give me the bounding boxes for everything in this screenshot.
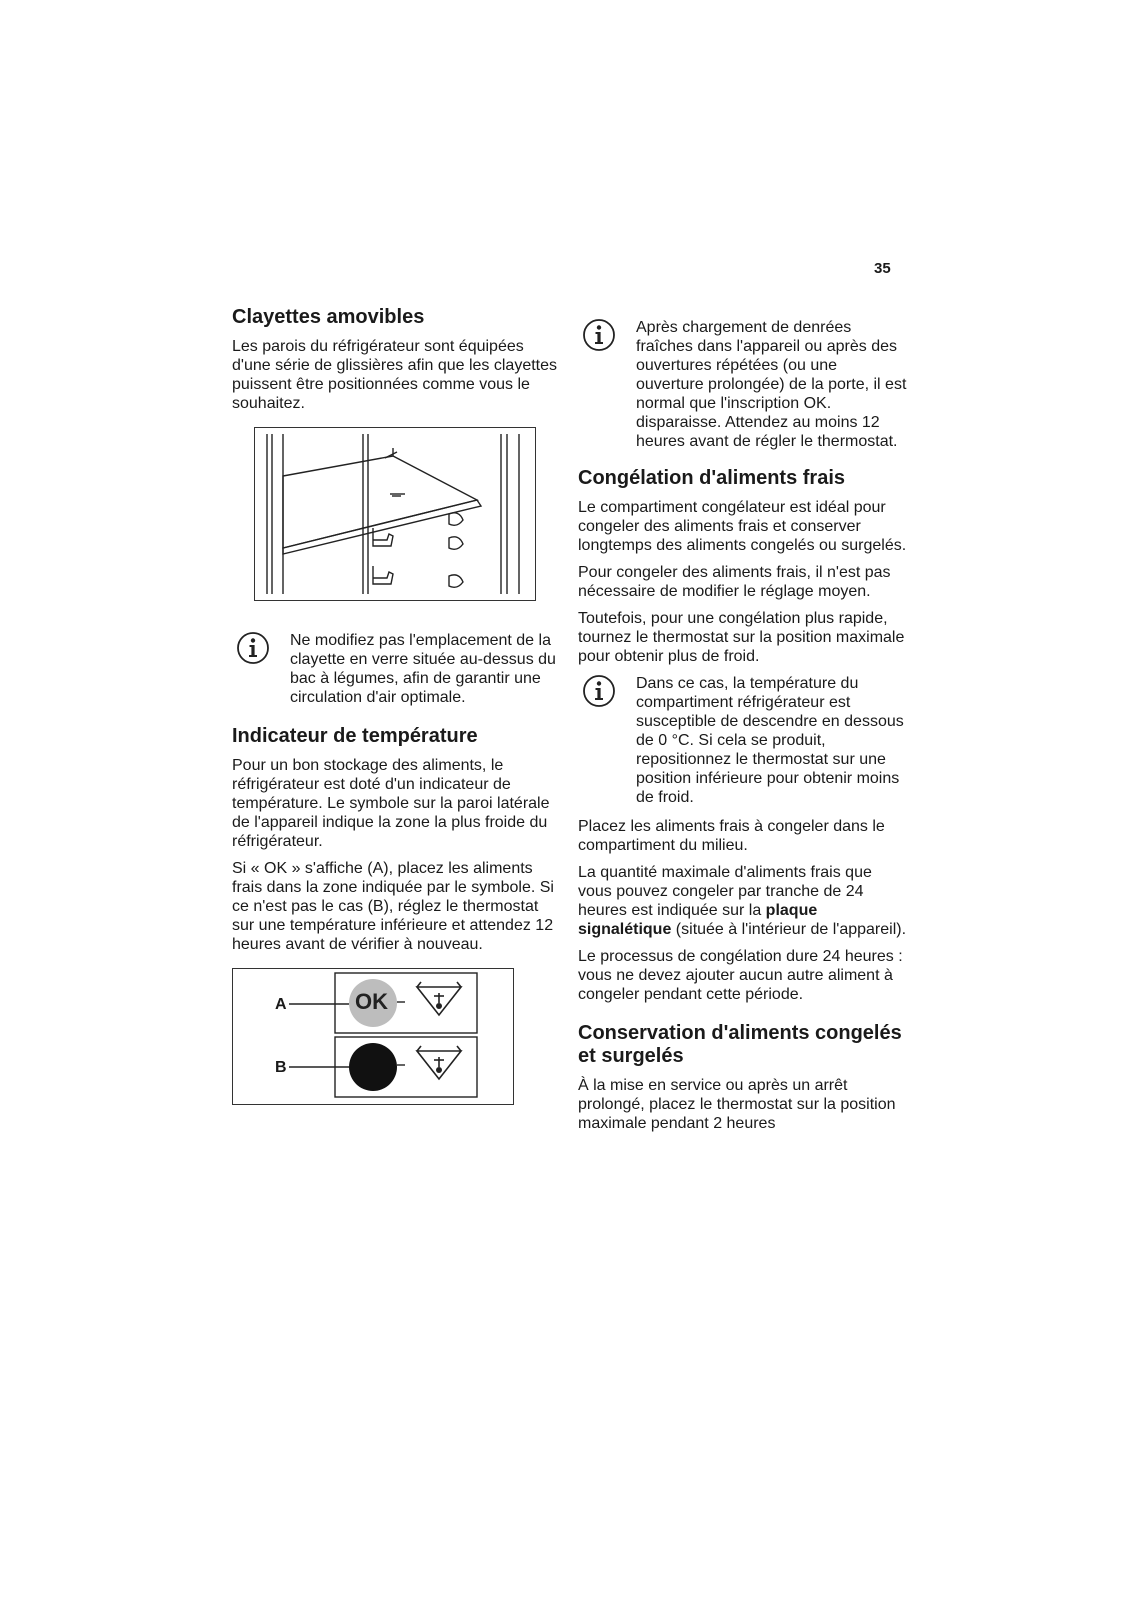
page-number: 35 [874,260,891,277]
label-b: B [275,1059,287,1076]
cold-zone-symbol-a [417,982,461,1015]
paragraph: Les parois du réfrigérateur sont équipées d'une série de glissières afin que les clayettes puissent être positionnées comme vous le souhaitez. [232,338,558,412]
left-column [232,306,562,1127]
shelf-illustration [254,427,536,601]
paragraph: Le processus de congélation dure 24 heures : vous ne devez ajouter aucun autre aliment à congeler pendant cette période. [578,948,903,1003]
paragraph: Pour congeler des aliments frais, il n'est pas nécessaire de modifier le réglage moyen. [578,564,891,600]
info-text: Après chargement de denrées fraîches dans l'appareil ou après des ouvertures répétées (ou une ouverture prolongée) de la porte, il est normal que l'inscription OK. disparaisse. Attendez au moins 12 heures avant de régler le thermostat. [636,319,907,450]
paragraph: Pour un bon stockage des aliments, le réfrigérateur est doté d'un indicateur de température. Le symbole sur la paroi latérale de l'appareil indique la zone la plus froide du réfrigérateur. [232,757,550,850]
right-column [578,318,908,1141]
info-note-shelf [232,631,562,707]
paragraph: Placez les aliments frais à congeler dans le compartiment du milieu. [578,818,885,854]
section-title-frozen-storage: Conservation d'aliments congelés et surgelés [578,1022,902,1067]
cold-zone-symbol-b [417,1046,461,1079]
bold-text: plaque signalétique [578,902,818,938]
text-span: (située à l'intérieur de l'appareil). [671,921,907,938]
not-ok-indicator-circle [349,1043,397,1091]
paragraph: Si « OK » s'affiche (A), placez les aliments frais dans la zone indiquée par le symbole. Si ce n'est pas le cas (B), réglez le thermostat sur une température inférieure et attendez 12 heures avant de vérifier à nouveau. [232,860,554,953]
section-title-temperature-indicator: Indicateur de température [232,725,478,747]
info-text: Dans ce cas, la température du compartiment réfrigérateur est susceptible de descendre en dessous de 0 °C. Si cela se produit, repositionnez le thermostat sur une position inférieure pour obtenir moins de froid. [636,675,904,806]
info-text: Ne modifiez pas l'emplacement de la clayette en verre située au-dessus du bac à légumes, afin de garantir une circulation d'air optimale. [290,632,556,706]
text-span: La quantité maximale d'aliments frais que vous pouvez congeler par tranche de 24 heures est indiquée sur la [578,864,872,919]
temperature-indicator-illustration [232,968,514,1105]
ok-label: OK [355,989,388,1014]
paragraph: À la mise en service ou après un arrêt prolongé, placez le thermostat sur la position maximale pendant 2 heures [578,1077,896,1132]
paragraph-rating-plate [578,863,908,939]
info-note-loading [578,318,908,451]
info-icon [582,674,616,708]
paragraph: Le compartiment congélateur est idéal pour congeler des aliments frais et conserver longtemps des aliments congelés ou surgelés. [578,499,907,554]
section-title-removable-shelves: Clayettes amovibles [232,306,425,328]
info-icon [236,631,270,665]
shelf-drawing [255,428,535,600]
label-a: A [275,996,287,1013]
info-icon [582,318,616,352]
info-note-temperature [578,674,908,807]
paragraph: Toutefois, pour une congélation plus rapide, tournez le thermostat sur la position maximale pour obtenir plus de froid. [578,610,905,665]
section-title-freezing: Congélation d'aliments frais [578,467,846,489]
